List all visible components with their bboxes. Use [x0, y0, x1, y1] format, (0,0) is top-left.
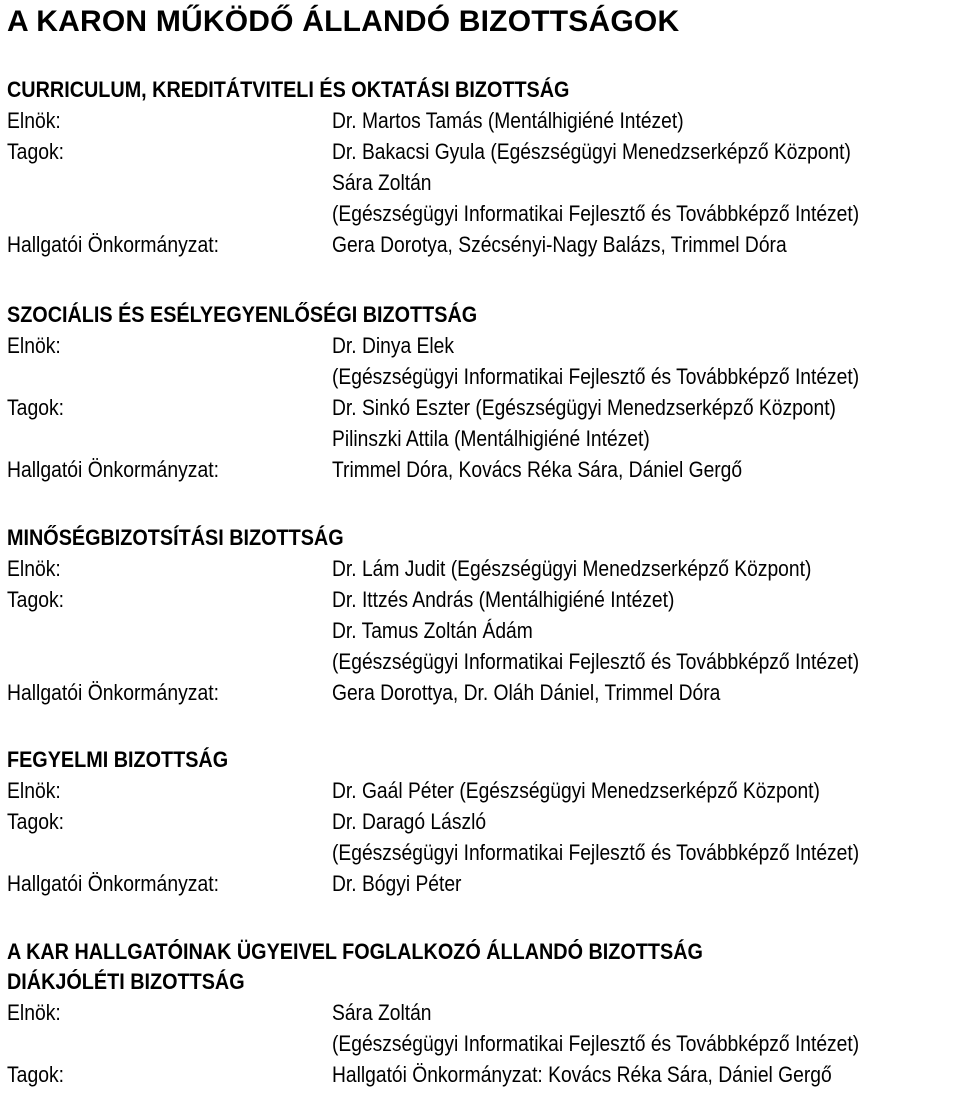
chair-row	[7, 775, 957, 806]
student-union-value: Dr. Bógyi Péter	[332, 871, 462, 896]
chair-label: Elnök:	[7, 333, 61, 358]
section-fegyelmi	[7, 745, 957, 899]
chair-row	[7, 330, 957, 361]
member-value: Dr. Sinkó Eszter (Egészségügyi Menedzserképző Központ)	[332, 395, 836, 420]
section-minoseg	[7, 523, 957, 708]
member-value: Sára Zoltán	[332, 170, 432, 195]
student-union-value: Gera Dorotya, Szécsényi-Nagy Balázs, Trimmel Dóra	[332, 232, 787, 257]
members-row-continued	[7, 167, 957, 198]
chair-value: Sára Zoltán	[332, 1000, 432, 1025]
members-row-continued	[7, 423, 957, 454]
members-row-continued	[7, 198, 957, 229]
section-title: SZOCIÁLIS ÉS ESÉLYEGYENLŐSÉGI BIZOTTSÁG	[7, 302, 478, 327]
member-affiliation: (Egészségügyi Informatikai Fejlesztő és Továbbképző Intézet)	[332, 840, 860, 865]
student-union-row	[7, 454, 957, 485]
chair-row	[7, 997, 957, 1028]
members-row	[7, 584, 957, 615]
student-union-value: Gera Dorottya, Dr. Oláh Dániel, Trimmel Dóra	[332, 680, 721, 705]
chair-label: Elnök:	[7, 778, 61, 803]
chair-row-continued	[7, 361, 957, 392]
member-value: Dr. Bakacsi Gyula (Egészségügyi Menedzserképző Központ)	[332, 139, 851, 164]
chair-label: Elnök:	[7, 1000, 61, 1025]
members-label: Tagok:	[7, 395, 65, 420]
members-label: Tagok:	[7, 587, 65, 612]
section-curriculum	[7, 75, 957, 260]
chair-value: Dr. Lám Judit (Egészségügyi Menedzserképző Központ)	[332, 556, 812, 581]
members-row-continued	[7, 837, 957, 868]
members-row	[7, 136, 957, 167]
members-label: Tagok:	[7, 809, 65, 834]
student-union-row	[7, 229, 957, 260]
chair-value: Dr. Gaál Péter (Egészségügyi Menedzserképző Központ)	[332, 778, 820, 803]
member-value: Hallgatói Önkormányzat: Kovács Réka Sára, Dániel Gergő	[332, 1062, 832, 1087]
section-subtitle: DIÁKJÓLÉTI BIZOTTSÁG	[7, 969, 245, 994]
student-union-label: Hallgatói Önkormányzat:	[7, 232, 219, 257]
members-row	[7, 1059, 957, 1090]
section-hallgatoi	[7, 937, 957, 1090]
chair-value: Dr. Martos Tamás (Mentálhigiéné Intézet)	[332, 108, 684, 133]
chair-row-continued	[7, 1028, 957, 1059]
chair-row	[7, 105, 957, 136]
members-row-continued	[7, 615, 957, 646]
student-union-label: Hallgatói Önkormányzat:	[7, 871, 219, 896]
document-title: A KARON MŰKÖDŐ ÁLLANDÓ BIZOTTSÁGOK	[7, 5, 680, 38]
chair-affiliation: (Egészségügyi Informatikai Fejlesztő és Továbbképző Intézet)	[332, 1031, 860, 1056]
members-row	[7, 806, 957, 837]
section-szocialis	[7, 300, 957, 485]
chair-row	[7, 553, 957, 584]
member-value: Dr. Ittzés András (Mentálhigiéné Intézet)	[332, 587, 675, 612]
chair-value: Dr. Dinya Elek	[332, 333, 454, 358]
chair-label: Elnök:	[7, 108, 61, 133]
student-union-value: Trimmel Dóra, Kovács Réka Sára, Dániel Gergő	[332, 457, 743, 482]
student-union-row	[7, 868, 957, 899]
member-affiliation: (Egészségügyi Informatikai Fejlesztő és Továbbképző Intézet)	[332, 649, 860, 674]
section-title: MINŐSÉGBIZOTSÍTÁSI BIZOTTSÁG	[7, 525, 344, 550]
chair-affiliation: (Egészségügyi Informatikai Fejlesztő és Továbbképző Intézet)	[332, 364, 860, 389]
section-title: FEGYELMI BIZOTTSÁG	[7, 747, 229, 772]
chair-label: Elnök:	[7, 556, 61, 581]
student-union-label: Hallgatói Önkormányzat:	[7, 680, 219, 705]
member-affiliation: (Egészségügyi Informatikai Fejlesztő és Továbbképző Intézet)	[332, 201, 860, 226]
section-title: CURRICULUM, KREDITÁTVITELI ÉS OKTATÁSI BIZOTTSÁG	[7, 77, 570, 102]
student-union-row	[7, 677, 957, 708]
member-value: Pilinszki Attila (Mentálhigiéné Intézet)	[332, 426, 650, 451]
member-value: Dr. Daragó László	[332, 809, 487, 834]
student-union-label: Hallgatói Önkormányzat:	[7, 457, 219, 482]
section-title: A KAR HALLGATÓINAK ÜGYEIVEL FOGLALKOZÓ ÁLLANDÓ BIZOTTSÁG	[7, 939, 703, 964]
member-value: Dr. Tamus Zoltán Ádám	[332, 618, 533, 643]
members-row	[7, 392, 957, 423]
members-label: Tagok:	[7, 1062, 65, 1087]
members-label: Tagok:	[7, 139, 65, 164]
members-row-continued	[7, 646, 957, 677]
